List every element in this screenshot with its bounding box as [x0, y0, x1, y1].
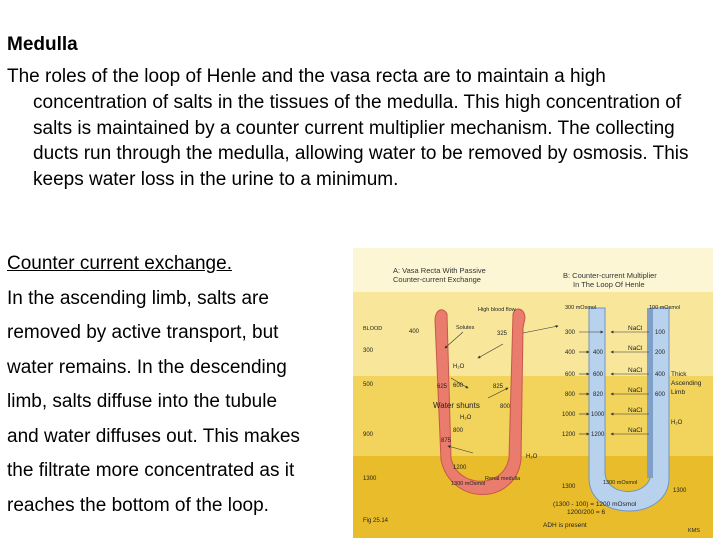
thick-label: Thick — [671, 371, 687, 378]
b-right-200: 200 — [655, 350, 666, 356]
text-line: and water diffuses out. This makes — [7, 425, 300, 447]
b-mid-820: 820 — [593, 392, 604, 398]
page-title: Medulla — [7, 34, 78, 55]
b-left-800: 800 — [565, 392, 576, 398]
text-line: limb, salts diffuse into the tubule — [7, 391, 278, 412]
loop-of-henle-diagram — [353, 248, 713, 538]
panel-a-title-1: A: Vasa Recta With Passive — [393, 266, 486, 275]
b-mid-1000: 1000 — [591, 412, 605, 418]
vasa-inner-400: 400 — [409, 329, 420, 335]
h2o-b: H₂O — [671, 420, 683, 426]
b-top-right: 100 mOsmol — [649, 305, 681, 311]
nacl-5: NaCl — [628, 407, 643, 414]
ascending-label: Ascending — [671, 380, 702, 387]
h2o-label-mid: H₂O — [460, 415, 472, 421]
vasa-inner-625: 625 — [437, 384, 448, 390]
b-left-400: 400 — [565, 350, 576, 356]
vasa-center-600: 600 — [453, 383, 464, 389]
b-left-600: 600 — [565, 372, 576, 378]
renal-medulla-label: Renal medulla — [485, 476, 521, 482]
h2o-label-right: H₂O — [526, 454, 538, 460]
vasa-right-325: 325 — [497, 331, 508, 337]
nacl-4: NaCl — [628, 387, 643, 394]
nacl-6: NaCl — [628, 427, 643, 434]
b-top-left: 300 mOsmol — [565, 305, 597, 311]
nacl-1: NaCl — [628, 325, 643, 332]
b-left-1200: 1200 — [562, 432, 576, 438]
b-mid-600: 600 — [593, 372, 604, 378]
limb-label: Limb — [671, 389, 686, 396]
equation-1: (1300 - 100) = 1200 mOsmol — [553, 501, 637, 508]
vasa-center-1200: 1200 — [453, 465, 467, 471]
b-right-100: 100 — [655, 330, 666, 336]
nacl-3: NaCl — [628, 367, 643, 374]
text-line: water remains. In the descending — [7, 356, 287, 378]
equation-2: 1200/200 = 6 — [567, 509, 606, 516]
figure-number: Fig 25.14 — [363, 518, 389, 524]
vasa-center-800: 800 — [453, 428, 464, 434]
b-right-400: 400 — [655, 372, 666, 378]
text-line: reaches the bottom of the loop. — [7, 494, 269, 516]
vasa-right-825: 825 — [493, 384, 504, 390]
b-left-1300: 1300 — [562, 484, 576, 490]
vasa-left-500: 500 — [363, 382, 374, 388]
solutes-label: Solutes — [456, 325, 475, 331]
high-blood-flow-label: High blood flow — [478, 307, 516, 313]
b-mid-400: 400 — [593, 350, 604, 356]
b-right-600: 600 — [655, 392, 666, 398]
nacl-2: NaCl — [628, 345, 643, 352]
text-line: In the ascending limb, salts are — [7, 287, 269, 309]
vasa-left-900: 900 — [363, 432, 374, 438]
vasa-left-300: 300 — [363, 348, 374, 354]
credit: KMS — [688, 528, 700, 534]
text-line: the filtrate more concentrated as it — [7, 460, 295, 481]
panel-b-title-1: B: Counter-current Multiplier — [563, 271, 657, 280]
subheading: Counter current exchange. — [7, 253, 232, 274]
b-left-300: 300 — [565, 330, 576, 336]
counter-current-text — [7, 247, 357, 523]
vasa-right-800: 800 — [500, 404, 511, 410]
panel-b-title-2: In The Loop Of Henle — [573, 280, 645, 289]
adh-label: ADH is present — [543, 522, 587, 529]
b-right-1300: 1300 — [673, 488, 687, 494]
ascending-wall — [647, 308, 653, 478]
intro-paragraph: The roles of the loop of Henle and the vasa recta are to maintain a high concentration of salts in the tissues of the medulla. This high concentration of salts is maintained by a counter current multiplier mechanism. The collecting ducts run through the medulla, allowing water to be removed by osmosis. This keeps water loss in the urine to a minimum. — [7, 66, 689, 191]
b-bottom-label: 1300 mOsmol — [603, 480, 638, 486]
vasa-bottom-label: 1300 mOsmol — [451, 481, 486, 487]
blood-label: BLOOD — [363, 326, 383, 332]
vasa-inner-875: 875 — [441, 438, 452, 444]
text-line: removed by active transport, but — [7, 322, 279, 343]
b-mid-1200: 1200 — [591, 432, 605, 438]
panel-a-title-2: Counter-current Exchange — [393, 275, 481, 284]
b-left-1000: 1000 — [562, 412, 576, 418]
water-shunts-label: Water shunts — [433, 401, 480, 410]
h2o-label-top: H₂O — [453, 364, 465, 370]
vasa-left-1300: 1300 — [363, 476, 377, 482]
